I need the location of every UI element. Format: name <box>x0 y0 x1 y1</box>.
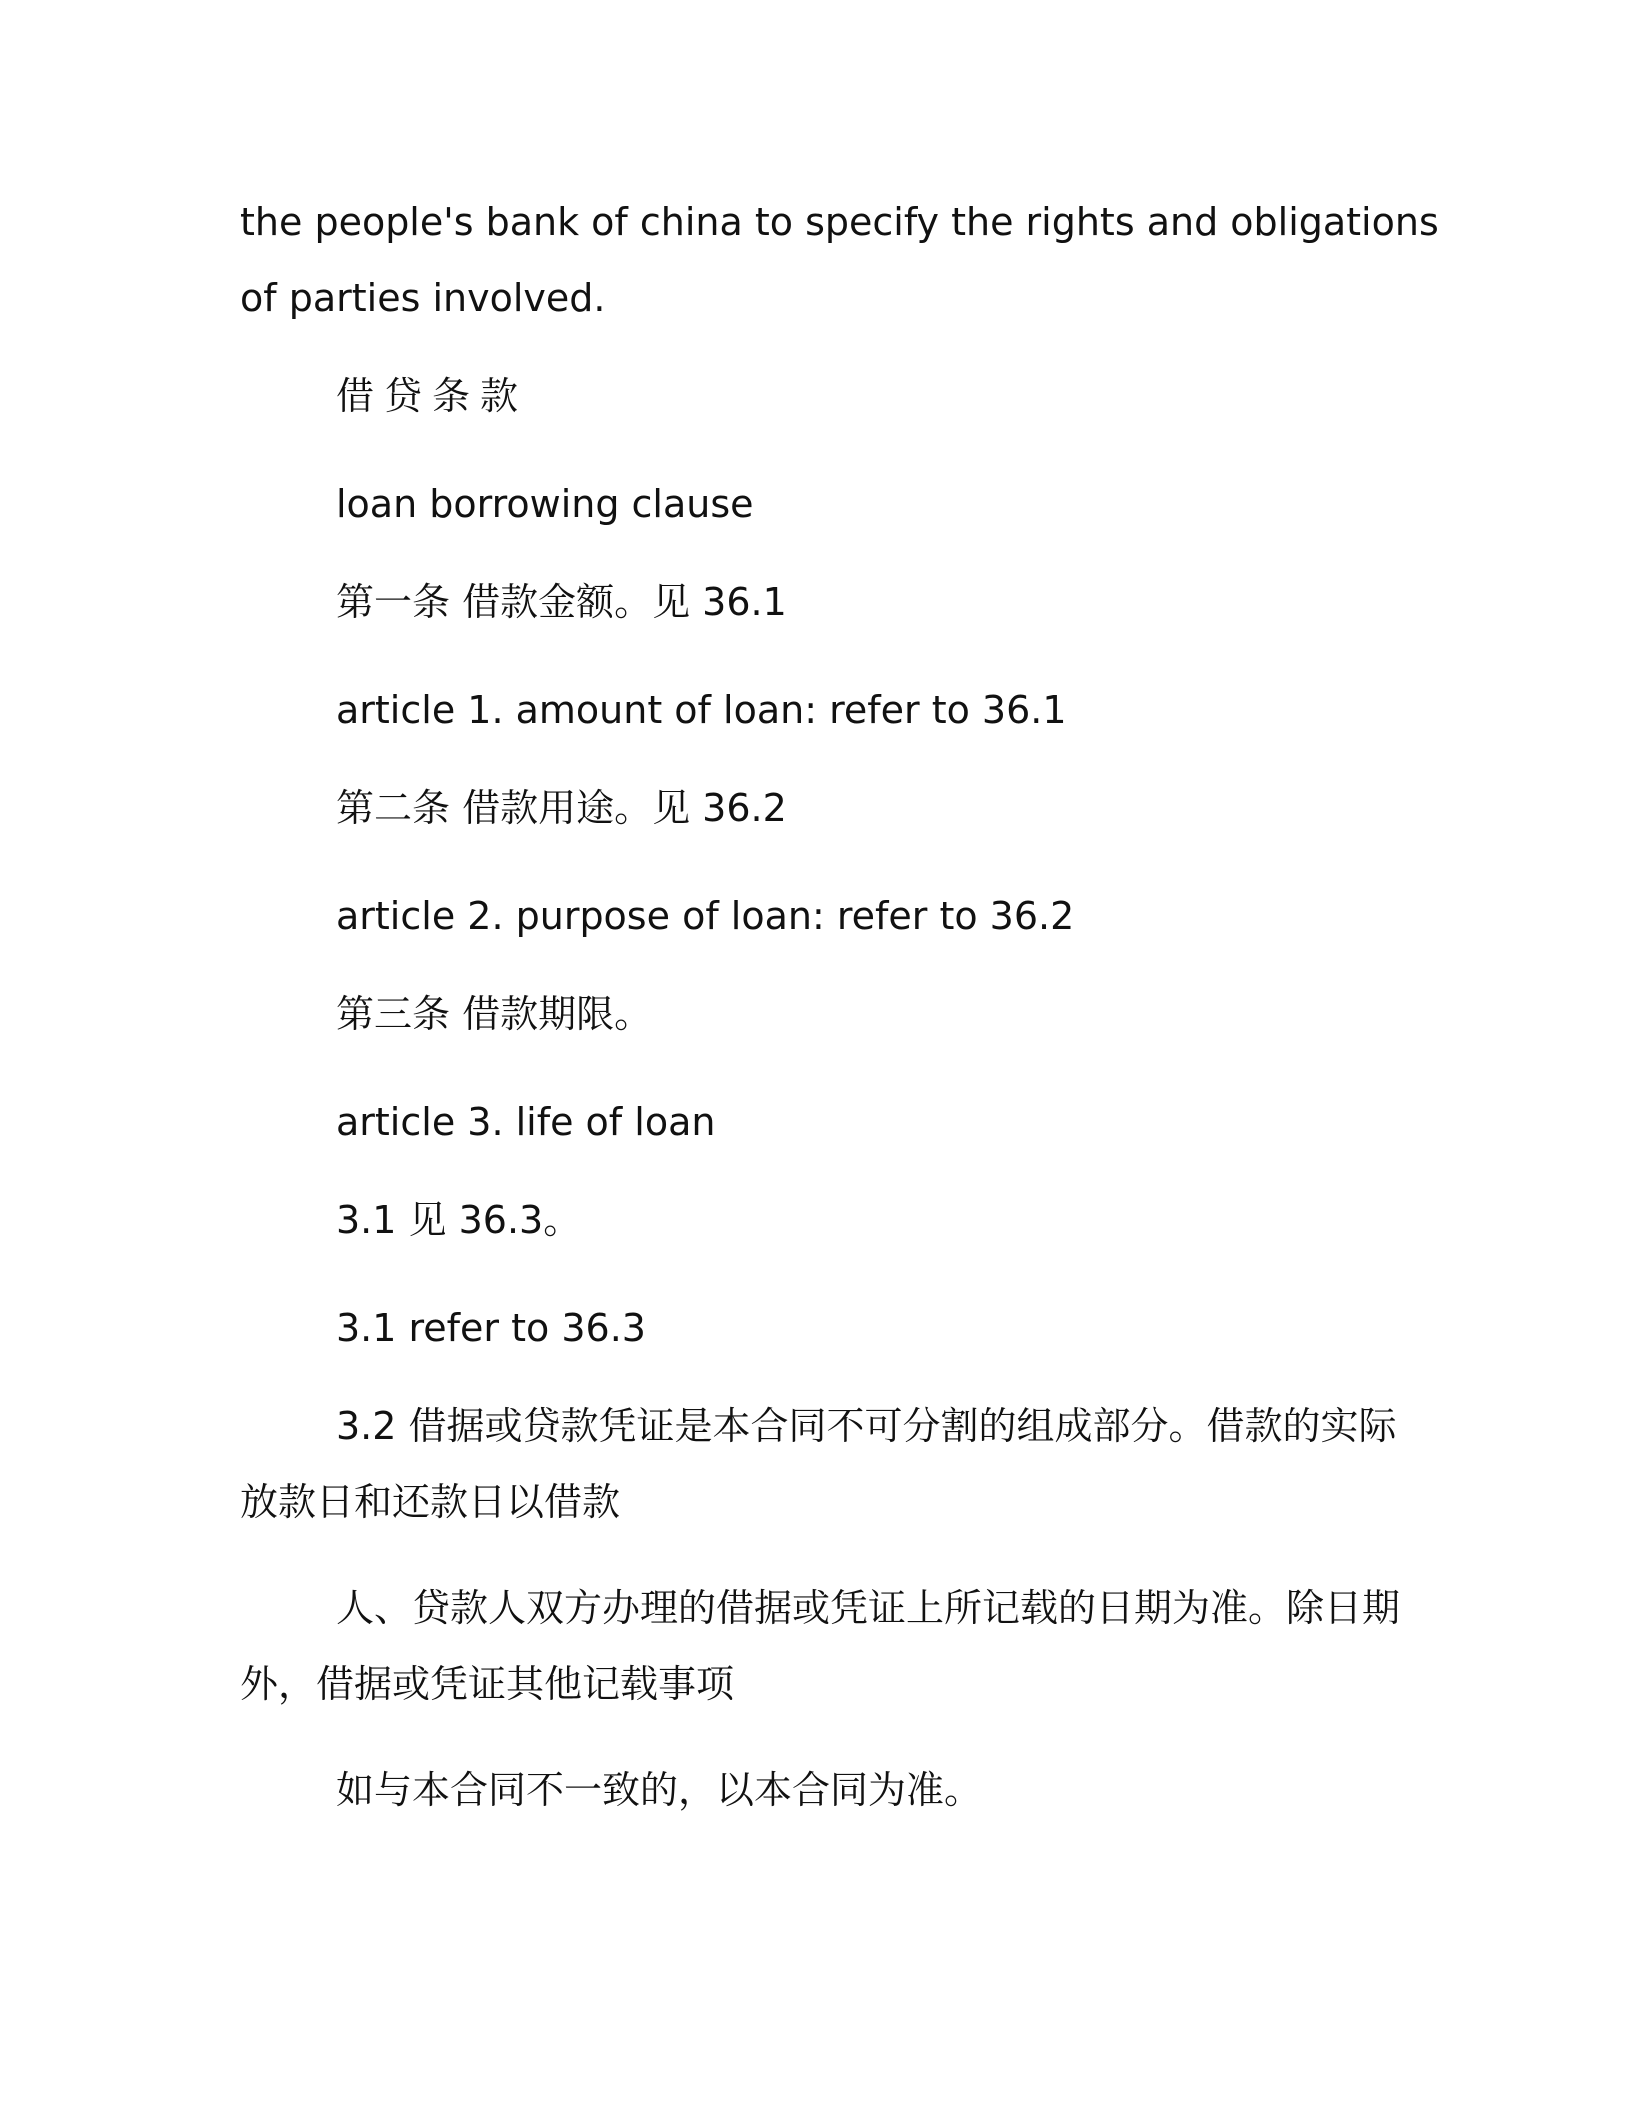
clause-3-2-paragraph-1-line-2: 放款日和还款日以借款 <box>240 1480 621 1524</box>
clause-3-1-en: 3.1 refer to 36.3 <box>336 1306 646 1350</box>
article-1-en: article 1. amount of loan: refer to 36.1 <box>336 688 1067 732</box>
intro-line-1: the people's bank of china to specify the rights and obligations <box>240 200 1439 244</box>
section-title-cn: 借贷条款 <box>336 374 529 418</box>
intro-line-2: of parties involved. <box>240 276 606 320</box>
clause-3-1-cn: 3.1 见 36.3。 <box>336 1198 582 1242</box>
article-3-en: article 3. life of loan <box>336 1100 716 1144</box>
clause-3-2-paragraph-1-line-1: 3.2 借据或贷款凭证是本合同不可分割的组成部分。借款的实际 <box>336 1404 1397 1448</box>
article-2-cn: 第二条 借款用途。见 36.2 <box>336 786 787 830</box>
clause-3-2-paragraph-2-line-2: 外，借据或凭证其他记载事项 <box>240 1662 735 1706</box>
section-title-en: loan borrowing clause <box>336 482 754 526</box>
clause-3-2-paragraph-3: 如与本合同不一致的，以本合同为准。 <box>336 1768 983 1812</box>
clause-3-2-paragraph-2-line-1: 人、贷款人双方办理的借据或凭证上所记载的日期为准。除日期 <box>336 1586 1401 1630</box>
article-1-cn: 第一条 借款金额。见 36.1 <box>336 580 787 624</box>
article-2-en: article 2. purpose of loan: refer to 36.2 <box>336 894 1075 938</box>
article-3-cn: 第三条 借款期限。 <box>336 992 653 1036</box>
